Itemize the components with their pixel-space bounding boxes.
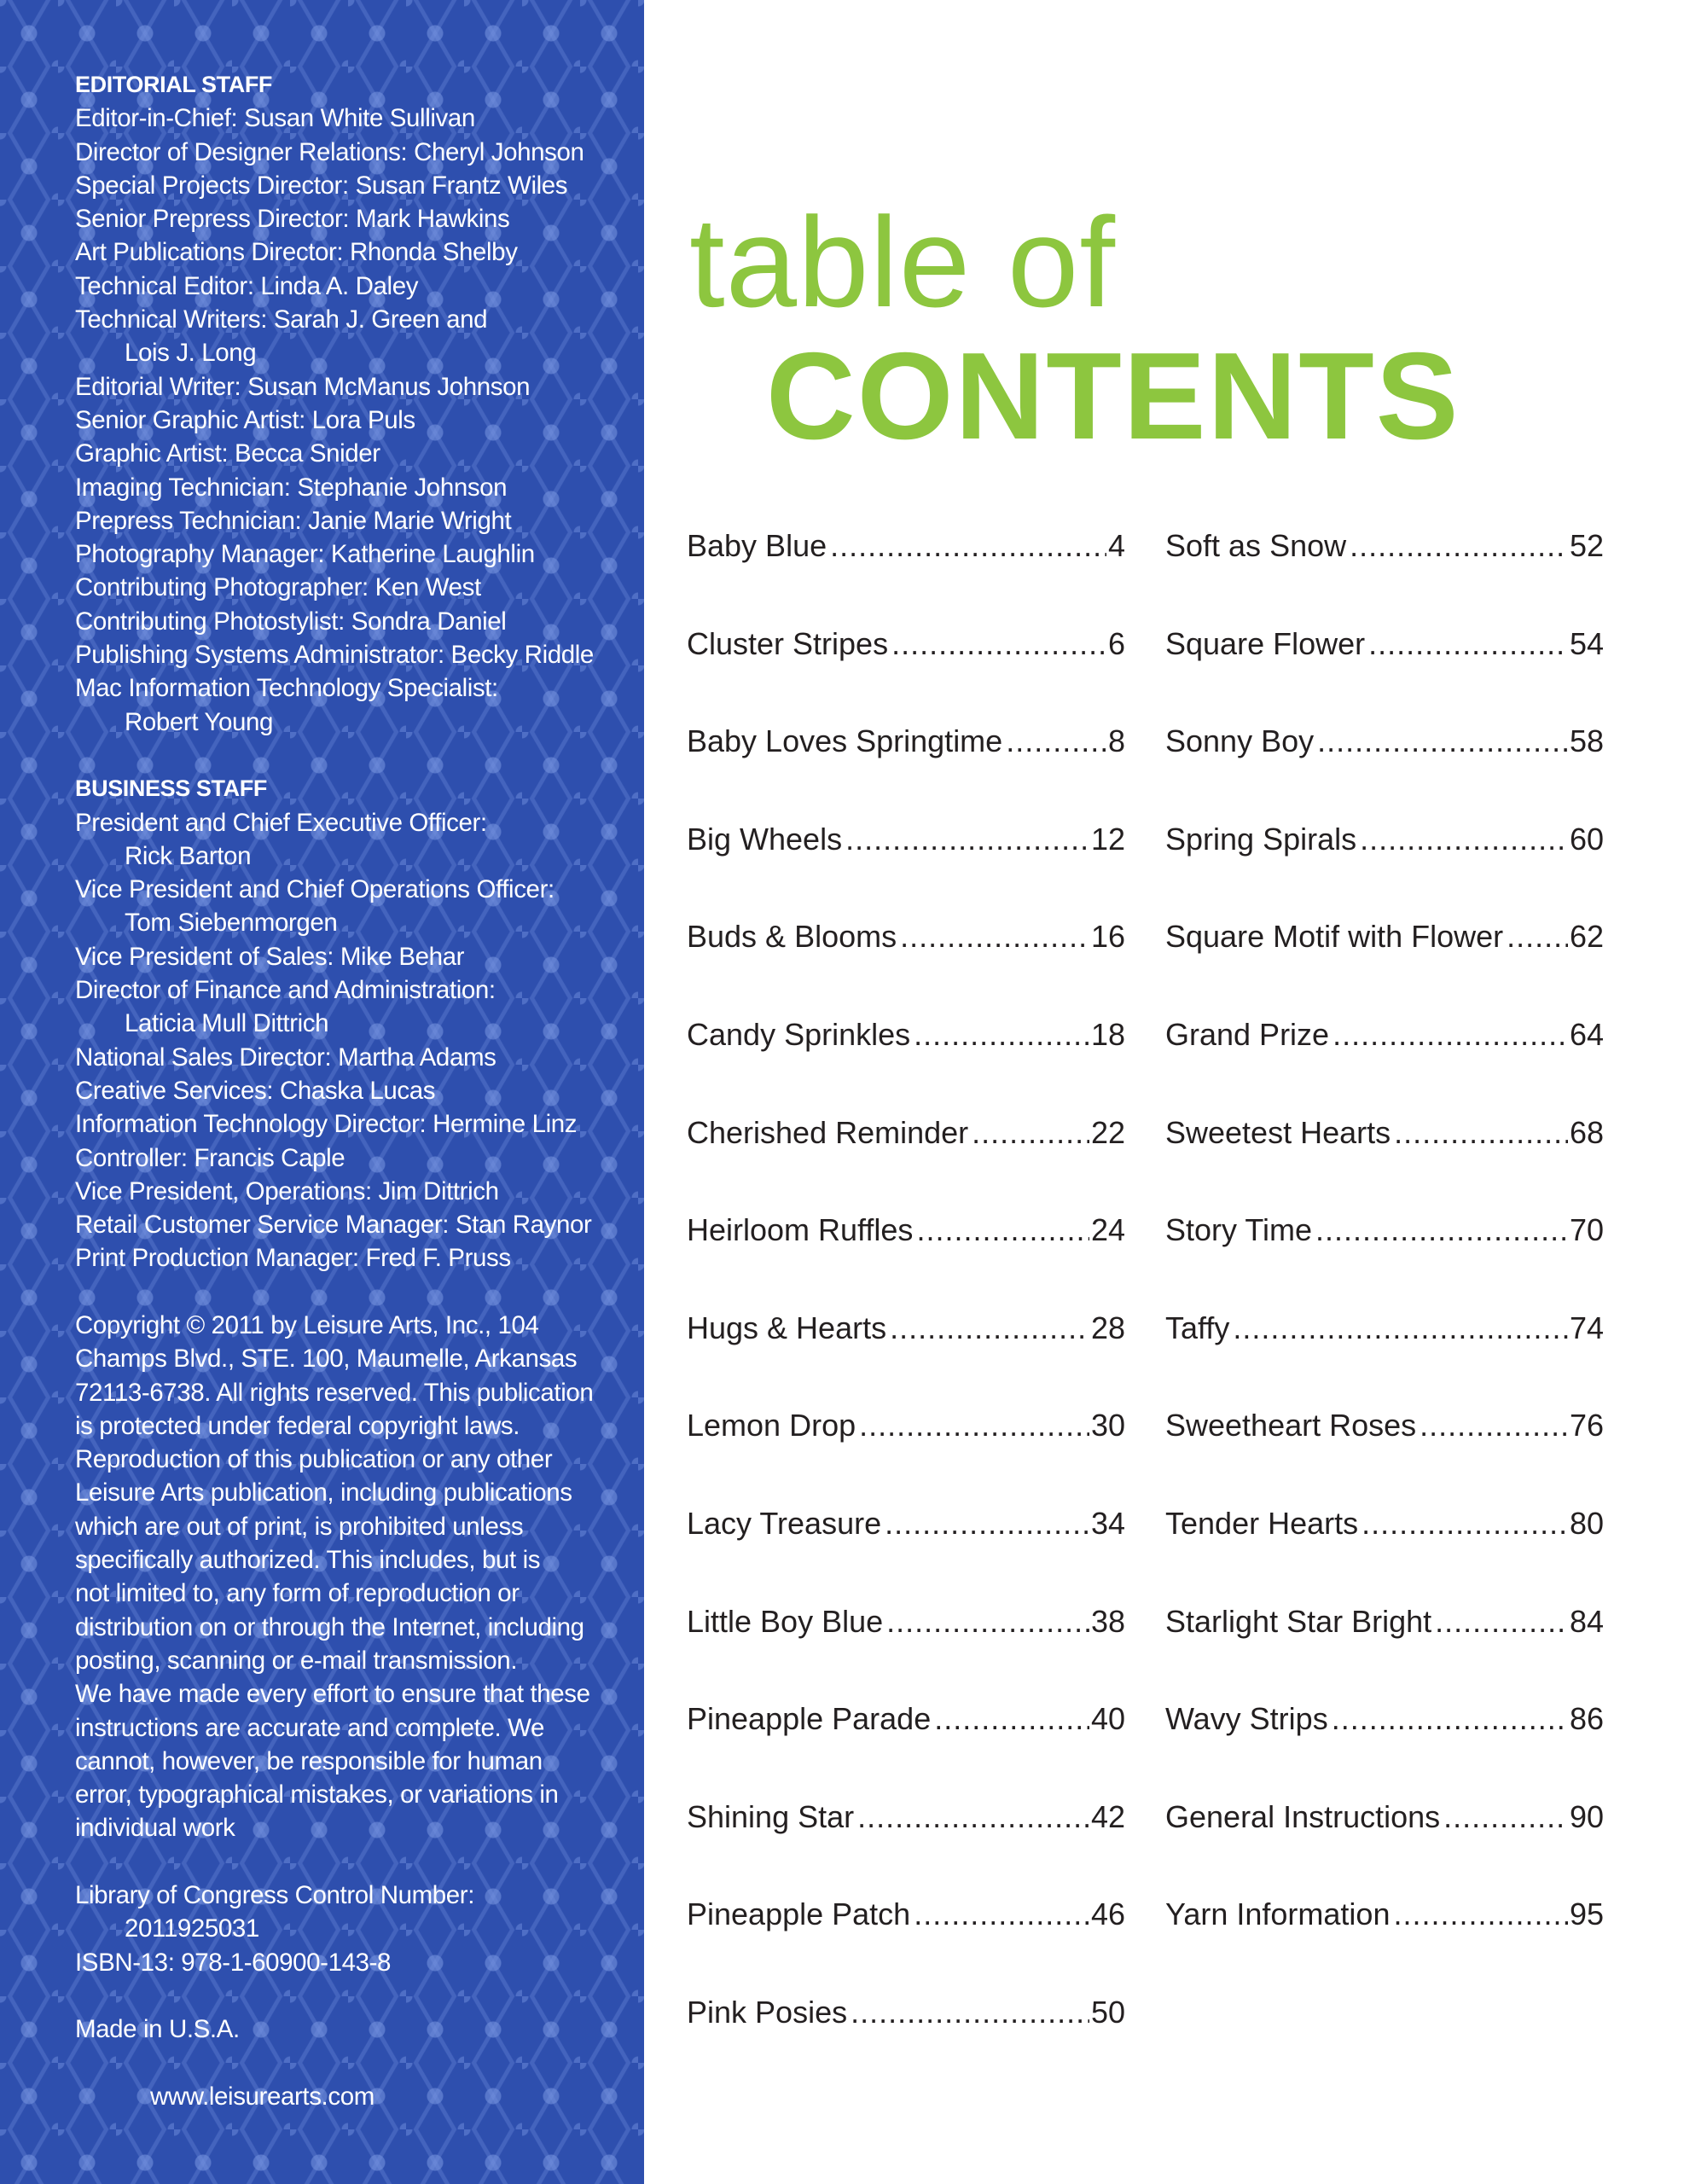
dot-leader <box>1435 1603 1568 1641</box>
toc-entry[interactable] <box>1165 1798 1604 1896</box>
toc-entry-page-number: 58 <box>1569 723 1604 759</box>
dot-leader <box>1507 918 1568 956</box>
dot-leader <box>1362 1505 1568 1542</box>
website-link[interactable]: www.leisurearts.com <box>150 2082 374 2111</box>
toc-entry[interactable] <box>1165 1211 1604 1310</box>
credit-line: Prepress Technician: Janie Marie Wright <box>75 506 512 535</box>
dot-leader <box>1350 527 1568 565</box>
toc-entry[interactable] <box>687 1700 1125 1798</box>
toc-entry[interactable] <box>1165 1603 1604 1701</box>
toc-entry-page-number: 22 <box>1090 1114 1125 1150</box>
toc-entry-page-number: 8 <box>1107 723 1125 759</box>
dot-leader <box>1006 723 1106 760</box>
toc-entry-title: Buds & Blooms <box>687 919 897 955</box>
toc-entry-page-number: 40 <box>1090 1701 1125 1737</box>
dot-leader <box>891 625 1106 663</box>
toc-entry[interactable] <box>687 625 1125 723</box>
toc-entry-page-number: 30 <box>1090 1408 1125 1443</box>
dot-leader <box>1420 1407 1568 1444</box>
toc-entry-title: Starlight Star Bright <box>1165 1603 1432 1639</box>
toc-entry-title: Shining Star <box>687 1798 855 1834</box>
credit-line: Copyright © 2011 by Leisure Arts, Inc., 104 <box>75 1310 539 1339</box>
credit-line: Controller: Francis Caple <box>75 1143 345 1172</box>
toc-entry-page-number: 84 <box>1569 1603 1604 1639</box>
credit-line: National Sales Director: Martha Adams <box>75 1043 496 1072</box>
toc-entry[interactable] <box>687 821 1125 919</box>
toc-entry-title: Square Motif with Flower <box>1165 919 1504 955</box>
dot-leader <box>859 1407 1089 1444</box>
credit-line: Senior Graphic Artist: Lora Puls <box>75 405 415 434</box>
toc-entry-page-number: 74 <box>1569 1310 1604 1345</box>
toc-entry-page-number: 12 <box>1090 821 1125 857</box>
toc-entry-title: Little Boy Blue <box>687 1603 884 1639</box>
toc-entry[interactable] <box>1165 723 1604 821</box>
credit-line: President and Chief Executive Officer: <box>75 808 487 837</box>
toc-entry-title: Heirloom Ruffles <box>687 1212 914 1248</box>
toc-entry[interactable] <box>687 1016 1125 1114</box>
dot-leader <box>1394 1114 1568 1152</box>
toc-entry-page-number: 70 <box>1569 1212 1604 1248</box>
credit-line: instructions are accurate and complete. We <box>75 1713 544 1742</box>
toc-entry[interactable] <box>687 1994 1125 2092</box>
toc-entry-page-number: 4 <box>1107 528 1125 563</box>
credit-line: 72113-6738. All rights reserved. This publication <box>75 1378 594 1407</box>
dot-leader <box>885 1505 1089 1542</box>
toc-entry-page-number: 24 <box>1090 1212 1125 1248</box>
credit-line: Vice President and Chief Operations Officer: <box>75 875 554 904</box>
toc-entry-page-number: 76 <box>1569 1408 1604 1443</box>
page-title-line-1: table of <box>689 190 1117 334</box>
toc-entry[interactable] <box>687 1603 1125 1701</box>
credit-line: Director of Finance and Administration: <box>75 976 496 1005</box>
credit-line: Print Production Manager: Fred F. Pruss <box>75 1244 511 1273</box>
toc-entry-page-number: 95 <box>1569 1896 1604 1932</box>
toc-entry-title: Wavy Strips <box>1165 1701 1328 1737</box>
credit-line: Leisure Arts publication, including publications <box>75 1478 572 1507</box>
credit-line: Photography Manager: Katherine Laughlin <box>75 540 535 569</box>
credit-line: Editorial Writer: Susan McManus Johnson <box>75 372 531 401</box>
dot-leader <box>890 1310 1089 1347</box>
dot-leader <box>972 1114 1089 1152</box>
section-heading: BUSINESS STAFF <box>75 775 267 802</box>
toc-entry[interactable] <box>687 1310 1125 1408</box>
dot-leader <box>916 1211 1089 1249</box>
credit-line: Mac Information Technology Specialist: <box>75 674 498 703</box>
toc-entry-page-number: 86 <box>1569 1701 1604 1737</box>
toc-entry-page-number: 46 <box>1090 1896 1125 1932</box>
spacer <box>75 1979 630 2013</box>
credit-line: is protected under federal copyright laws. <box>75 1411 520 1440</box>
credit-line: not limited to, any form of reproduction or <box>75 1579 520 1608</box>
spacer <box>75 739 630 772</box>
credit-line: Special Projects Director: Susan Frantz Wiles <box>75 171 568 200</box>
toc-column-left <box>687 527 1125 2092</box>
toc-entry[interactable] <box>1165 1114 1604 1212</box>
toc-entry[interactable] <box>1165 1310 1604 1408</box>
toc-entry[interactable] <box>687 723 1125 821</box>
toc-entry-page-number: 62 <box>1569 919 1604 955</box>
toc-entry-title: Baby Loves Springtime <box>687 723 1003 759</box>
toc-entry-title: Yarn Information <box>1165 1896 1391 1932</box>
dot-leader <box>1332 1700 1568 1738</box>
toc-entry-title: Grand Prize <box>1165 1016 1330 1052</box>
toc-entry-page-number: 18 <box>1090 1016 1125 1052</box>
toc-entry[interactable] <box>687 1114 1125 1212</box>
toc-entry-title: Candy Sprinkles <box>687 1016 911 1052</box>
credit-line: Laticia Mull Dittrich <box>125 1009 329 1038</box>
toc-entry-page-number: 52 <box>1569 528 1604 563</box>
dot-leader <box>1233 1310 1568 1347</box>
dot-leader <box>830 527 1106 565</box>
toc-entry-title: Story Time <box>1165 1212 1313 1248</box>
dot-leader <box>1443 1798 1568 1836</box>
toc-entry-title: Cluster Stripes <box>687 625 889 661</box>
credit-line: Imaging Technician: Stephanie Johnson <box>75 473 508 502</box>
credit-line: which are out of print, is prohibited unless <box>75 1512 524 1541</box>
credit-line: Retail Customer Service Manager: Stan Raynor <box>75 1211 592 1240</box>
toc-entry-page-number: 60 <box>1569 821 1604 857</box>
dot-leader <box>914 1016 1089 1054</box>
toc-entry-page-number: 6 <box>1107 625 1125 661</box>
toc-entry-page-number: 28 <box>1090 1310 1125 1345</box>
dot-leader <box>1368 625 1568 663</box>
toc-entry-title: Big Wheels <box>687 821 843 857</box>
toc-entry[interactable] <box>687 1211 1125 1310</box>
toc-entry-page-number: 42 <box>1090 1798 1125 1834</box>
toc-entry-title: Sweetest Hearts <box>1165 1114 1391 1150</box>
toc-entry-title: Hugs & Hearts <box>687 1310 887 1345</box>
toc-entry-title: Tender Hearts <box>1165 1505 1359 1541</box>
toc-entry[interactable] <box>687 1798 1125 1896</box>
toc-entry-page-number: 90 <box>1569 1798 1604 1834</box>
page-title-line-2: CONTENTS <box>766 327 1460 465</box>
toc-entry-page-number: 16 <box>1090 919 1125 955</box>
credit-line: individual work <box>75 1814 235 1843</box>
credit-line: Library of Congress Control Number: <box>75 1881 475 1910</box>
toc-entry[interactable] <box>687 1407 1125 1505</box>
credit-line: Made in U.S.A. <box>75 2015 240 2044</box>
dot-leader <box>1393 1896 1567 1933</box>
toc-entry-title: Pineapple Patch <box>687 1896 911 1932</box>
dot-leader <box>845 821 1089 858</box>
dot-leader <box>851 1994 1089 2031</box>
toc-entry[interactable] <box>1165 1896 1604 1994</box>
toc-entry-title: Taffy <box>1165 1310 1230 1345</box>
dot-leader <box>1317 723 1568 760</box>
credit-line: Vice President of Sales: Mike Behar <box>75 942 465 971</box>
credits-text <box>75 68 630 2113</box>
toc-entry-title: Pink Posies <box>687 1994 848 2030</box>
toc-entry-page-number: 34 <box>1090 1505 1125 1541</box>
dot-leader <box>1333 1016 1568 1054</box>
credit-line: Contributing Photographer: Ken West <box>75 573 481 602</box>
dot-leader <box>914 1896 1089 1933</box>
toc-entry-title: Spring Spirals <box>1165 821 1357 857</box>
dot-leader <box>900 918 1089 956</box>
dot-leader <box>857 1798 1089 1836</box>
credit-line: Reproduction of this publication or any other <box>75 1445 553 1474</box>
toc-entry[interactable] <box>1165 527 1604 625</box>
credits-sidebar <box>0 0 644 2184</box>
credit-line: Tom Siebenmorgen <box>125 909 338 938</box>
credit-line: Art Publications Director: Rhonda Shelby <box>75 238 518 267</box>
credit-line: Lois J. Long <box>125 339 257 368</box>
toc-entry-page-number: 38 <box>1090 1603 1125 1639</box>
toc-entry[interactable] <box>687 918 1125 1016</box>
credit-line: distribution on or through the Internet, including <box>75 1612 584 1641</box>
dot-leader <box>1315 1211 1568 1249</box>
dot-leader <box>934 1700 1089 1738</box>
credit-line: Vice President, Operations: Jim Dittrich <box>75 1176 499 1205</box>
toc-entry-page-number: 64 <box>1569 1016 1604 1052</box>
credit-line: Technical Writers: Sarah J. Green and <box>75 305 488 334</box>
credit-line: Technical Editor: Linda A. Daley <box>75 271 419 300</box>
toc-entry-title: Square Flower <box>1165 625 1366 661</box>
toc-entry[interactable] <box>687 527 1125 625</box>
credit-line: Creative Services: Chaska Lucas <box>75 1076 436 1105</box>
dot-leader <box>886 1603 1089 1641</box>
credit-line: specifically authorized. This includes, but is <box>75 1546 541 1575</box>
credit-line: Contributing Photostylist: Sondra Daniel <box>75 607 507 636</box>
spacer <box>75 1275 630 1309</box>
credit-line: We have made every effort to ensure that these <box>75 1680 590 1709</box>
toc-entry[interactable] <box>1165 821 1604 919</box>
credit-line: Champs Blvd., STE. 100, Maumelle, Arkansas <box>75 1345 578 1374</box>
credit-line: 2011925031 <box>125 1914 259 1943</box>
toc-entry-title: Sweetheart Roses <box>1165 1408 1417 1443</box>
credit-line: Senior Prepress Director: Mark Hawkins <box>75 205 510 234</box>
toc-entry[interactable] <box>1165 918 1604 1016</box>
credit-line: Director of Designer Relations: Cheryl Johnson <box>75 137 584 166</box>
credit-line: Publishing Systems Administrator: Becky Riddle <box>75 641 594 670</box>
dot-leader <box>1360 821 1568 858</box>
credit-line: Robert Young <box>125 707 274 736</box>
toc-entry-title: Soft as Snow <box>1165 528 1347 563</box>
credit-line: posting, scanning or e-mail transmission. <box>75 1646 518 1675</box>
credit-line: Graphic Artist: Becca Snider <box>75 439 380 468</box>
toc-entry-page-number: 54 <box>1569 625 1604 661</box>
toc-entry-page-number: 68 <box>1569 1114 1604 1150</box>
toc-entry[interactable] <box>687 1505 1125 1603</box>
toc-entry-page-number: 50 <box>1090 1994 1125 2030</box>
toc-entry[interactable] <box>1165 1700 1604 1798</box>
credit-line: error, typographical mistakes, or variations in <box>75 1780 559 1809</box>
toc-entry-title: Sonny Boy <box>1165 723 1315 759</box>
toc-entry[interactable] <box>1165 1407 1604 1505</box>
toc-entry[interactable] <box>687 1896 1125 1994</box>
toc-entry-title: Cherished Reminder <box>687 1114 969 1150</box>
spacer <box>75 2047 630 2080</box>
credit-line: Rick Barton <box>125 841 252 870</box>
toc-entry[interactable] <box>1165 625 1604 723</box>
spacer <box>75 1845 630 1879</box>
toc-entry-title: Pineapple Parade <box>687 1701 932 1737</box>
credit-line: Information Technology Director: Hermine Linz <box>75 1110 578 1139</box>
toc-entry-title: General Instructions <box>1165 1798 1441 1834</box>
credit-line: ISBN-13: 978-1-60900-143-8 <box>75 1948 392 1977</box>
toc-entry-title: Baby Blue <box>687 528 827 563</box>
toc-entry-page-number: 80 <box>1569 1505 1604 1541</box>
toc-entry[interactable] <box>1165 1505 1604 1603</box>
credit-line: Editor-in-Chief: Susan White Sullivan <box>75 104 475 133</box>
section-heading: EDITORIAL STAFF <box>75 72 273 97</box>
toc-column-right <box>1165 527 1604 1994</box>
credit-line: cannot, however, be responsible for human <box>75 1746 543 1775</box>
toc-entry-title: Lemon Drop <box>687 1408 856 1443</box>
toc-entry[interactable] <box>1165 1016 1604 1114</box>
toc-entry-title: Lacy Treasure <box>687 1505 882 1541</box>
